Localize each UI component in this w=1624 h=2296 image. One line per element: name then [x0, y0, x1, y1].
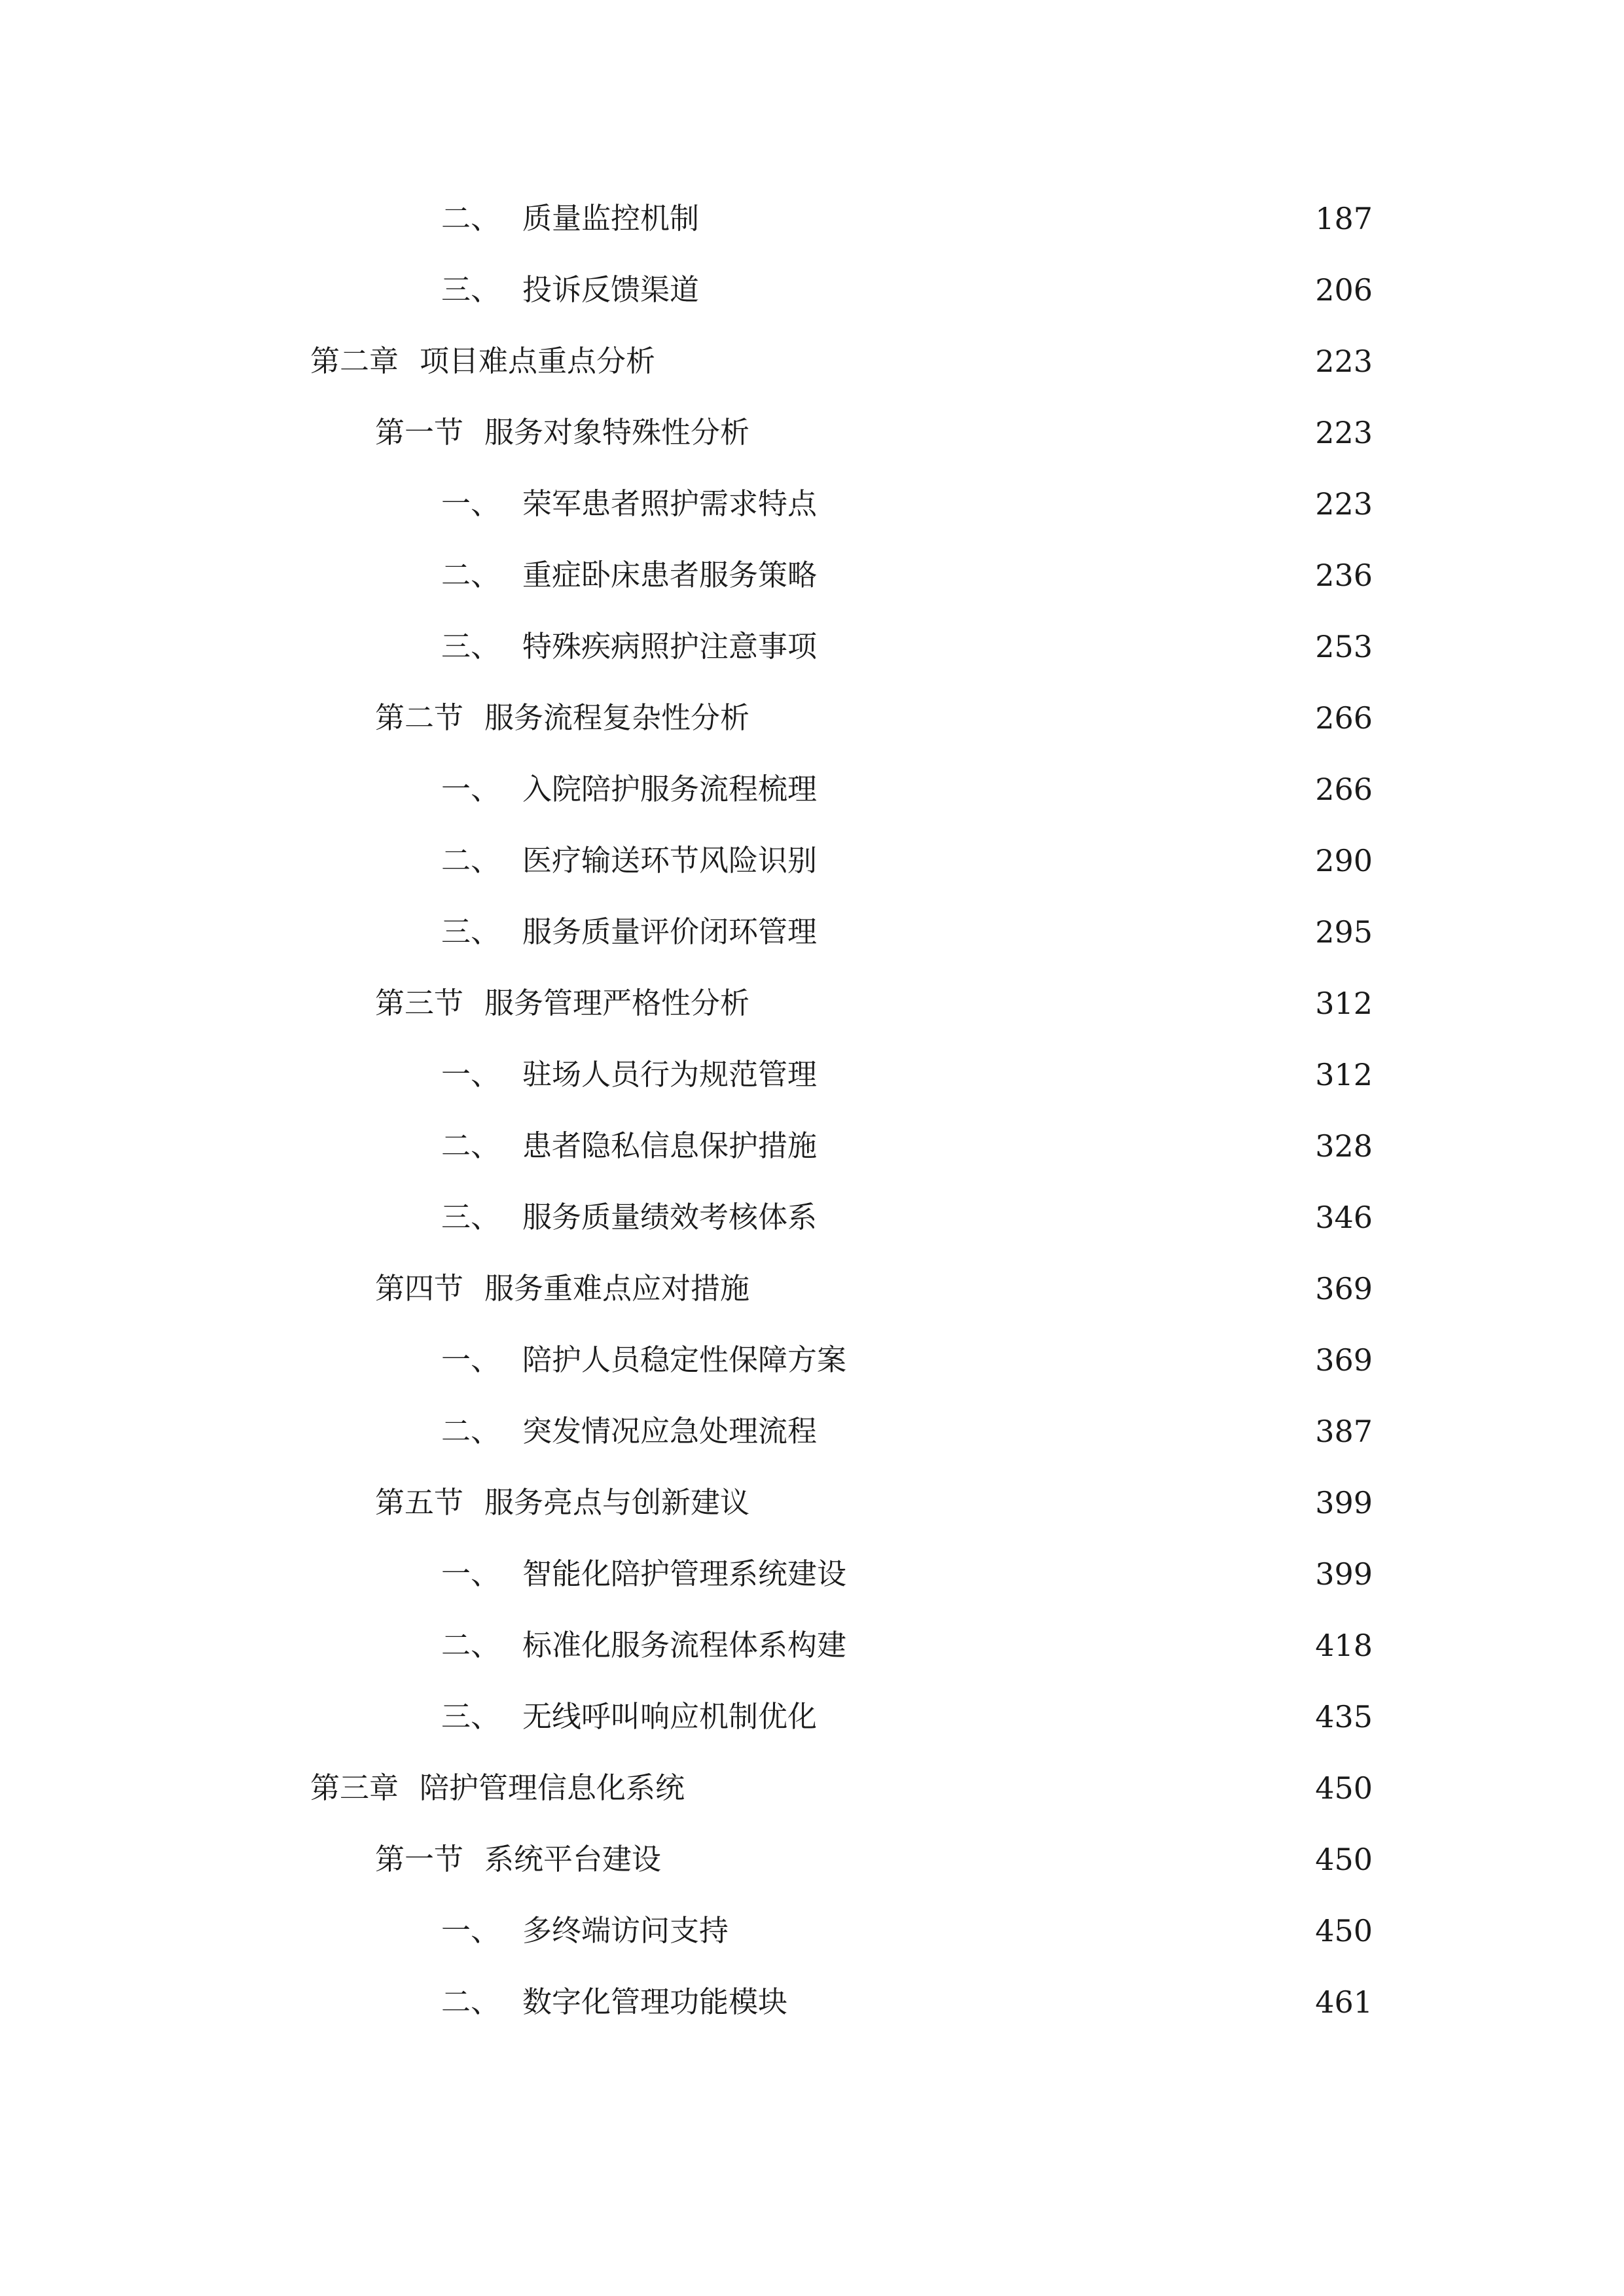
toc-entry — [441, 834, 1373, 887]
toc-entry — [441, 763, 1373, 816]
toc-entry — [441, 1691, 1373, 1743]
toc-entry-page: 369 — [1315, 1271, 1373, 1306]
toc-entry-title: 服务亮点与创新建议 — [484, 1485, 750, 1520]
toc-entry-title: 驻场人员行为规范管理 — [522, 1057, 818, 1092]
toc-entry-number: 第二节 — [375, 700, 464, 735]
toc-entry — [441, 906, 1373, 958]
toc-entry-page: 369 — [1315, 1342, 1373, 1378]
toc-entry-page: 418 — [1315, 1628, 1373, 1663]
toc-entry-page: 236 — [1315, 558, 1373, 593]
toc-entry-title: 服务重难点应对措施 — [484, 1271, 750, 1306]
dot-leader — [856, 1340, 1299, 1380]
toc-entry-number: 二、 — [441, 1628, 501, 1662]
dot-leader — [826, 1126, 1299, 1166]
toc-entry-title: 无线呼叫响应机制优化 — [522, 1699, 818, 1734]
toc-entry-title: 数字化管理功能模块 — [522, 1984, 788, 2019]
toc-entry-number: 三、 — [441, 1699, 501, 1734]
dot-leader — [826, 1055, 1299, 1094]
toc-entry — [441, 1191, 1373, 1244]
toc-entry-title: 重症卧床患者服务策略 — [522, 558, 818, 592]
toc-entry-page: 266 — [1315, 772, 1373, 807]
dot-leader — [826, 1697, 1299, 1736]
toc-entry-page: 223 — [1315, 344, 1373, 379]
toc-entry-number: 二、 — [441, 843, 501, 878]
toc-entry-number: 一、 — [441, 772, 501, 806]
toc-entry-page: 399 — [1315, 1556, 1373, 1592]
dot-leader — [759, 984, 1299, 1023]
toc-entry-number: 第一节 — [375, 415, 464, 450]
toc-entry — [441, 1619, 1373, 1672]
toc-entry-number: 二、 — [441, 558, 501, 592]
dot-leader — [826, 841, 1299, 880]
toc-entry-title: 荣军患者照护需求特点 — [522, 486, 818, 521]
toc-entry — [441, 478, 1373, 530]
toc-entry-page: 435 — [1315, 1699, 1373, 1734]
toc-entry-page: 223 — [1315, 415, 1373, 450]
toc-entry-title: 服务对象特殊性分析 — [484, 415, 750, 450]
toc-entry-number: 二、 — [441, 201, 501, 236]
toc-section-entry — [375, 1477, 1373, 1529]
toc-entry-page: 346 — [1315, 1200, 1373, 1235]
toc-entry-page: 450 — [1315, 1842, 1373, 1877]
dot-leader — [826, 912, 1299, 952]
toc-entry-page: 206 — [1315, 272, 1373, 308]
toc-entry-title: 多终端访问支持 — [522, 1913, 729, 1948]
toc-entry-page: 450 — [1315, 1913, 1373, 1948]
toc-entry-page: 312 — [1315, 1057, 1373, 1092]
toc-section-entry — [375, 406, 1373, 459]
toc-entry-title: 质量监控机制 — [522, 201, 700, 236]
toc-entry-title: 服务流程复杂性分析 — [484, 700, 750, 735]
toc-entry-number: 第三章 — [310, 1770, 399, 1805]
toc-entry-number: 一、 — [441, 1342, 501, 1377]
toc-entry-number: 三、 — [441, 1200, 501, 1234]
toc-entry-page: 387 — [1315, 1414, 1373, 1449]
toc-entry-title: 特殊疾病照护注意事项 — [522, 629, 818, 664]
toc-entry — [441, 1049, 1373, 1101]
dot-leader — [826, 556, 1299, 595]
toc-chapter-entry — [310, 1762, 1373, 1814]
toc-entry — [441, 1120, 1373, 1172]
toc-entry-page: 295 — [1315, 914, 1373, 950]
toc-entry-number: 第一节 — [375, 1842, 464, 1876]
dot-leader — [856, 1554, 1299, 1594]
toc-entry-number: 三、 — [441, 272, 501, 307]
toc-section-entry — [375, 1263, 1373, 1315]
toc-entry-title: 项目难点重点分析 — [420, 344, 656, 378]
toc-entry-title: 入院陪护服务流程梳理 — [522, 772, 818, 806]
toc-entry — [441, 620, 1373, 673]
toc-entry-title: 陪护管理信息化系统 — [420, 1770, 685, 1805]
dot-leader — [759, 1483, 1299, 1522]
toc-entry-number: 一、 — [441, 486, 501, 521]
toc-entry — [441, 1548, 1373, 1600]
toc-entry-page: 399 — [1315, 1485, 1373, 1520]
toc-entry-page: 450 — [1315, 1770, 1373, 1806]
toc-entry-page: 290 — [1315, 843, 1373, 878]
dot-leader — [664, 342, 1299, 381]
toc-entry-number: 一、 — [441, 1556, 501, 1591]
dot-leader — [694, 1768, 1299, 1808]
toc-entry-title: 智能化陪护管理系统建设 — [522, 1556, 847, 1591]
toc-entry-title: 服务管理严格性分析 — [484, 986, 750, 1020]
toc-entry-number: 二、 — [441, 1128, 501, 1163]
toc-entry — [441, 1976, 1373, 2028]
toc-entry-title: 突发情况应急处理流程 — [522, 1414, 818, 1448]
dot-leader — [670, 1840, 1299, 1879]
toc-entry-number: 二、 — [441, 1984, 501, 2019]
toc-entry — [441, 1334, 1373, 1386]
toc-entry-page: 223 — [1315, 486, 1373, 522]
toc-entry-number: 第三节 — [375, 986, 464, 1020]
toc-entry-page: 187 — [1315, 201, 1373, 236]
toc-entry-page: 461 — [1315, 1984, 1373, 2020]
toc-entry-number: 一、 — [441, 1913, 501, 1948]
toc-section-entry — [375, 692, 1373, 744]
dot-leader — [826, 1198, 1299, 1237]
toc-entry-title: 投诉反馈渠道 — [522, 272, 700, 307]
dot-leader — [708, 199, 1299, 238]
toc-entry-number: 第五节 — [375, 1485, 464, 1520]
toc-entry-title: 服务质量评价闭环管理 — [522, 914, 818, 949]
toc-entry — [441, 1905, 1373, 1957]
toc-entry-page: 253 — [1315, 629, 1373, 664]
toc-entry-number: 三、 — [441, 914, 501, 949]
toc-entry-title: 系统平台建设 — [484, 1842, 662, 1876]
dot-leader — [856, 1626, 1299, 1665]
dot-leader — [708, 270, 1299, 310]
toc-section-entry — [375, 1833, 1373, 1886]
toc-entry — [441, 1405, 1373, 1458]
toc-entry — [441, 549, 1373, 601]
toc-entry-number: 第二章 — [310, 344, 399, 378]
dot-leader — [797, 1982, 1299, 2022]
toc-entry-number: 一、 — [441, 1057, 501, 1092]
toc-entry-page: 328 — [1315, 1128, 1373, 1164]
dot-leader — [826, 1412, 1299, 1451]
toc-chapter-entry — [310, 335, 1373, 387]
dot-leader — [826, 627, 1299, 666]
toc-entry-page: 266 — [1315, 700, 1373, 736]
toc-entry — [441, 264, 1373, 316]
toc-entry-number: 二、 — [441, 1414, 501, 1448]
toc-entry-page: 312 — [1315, 986, 1373, 1021]
dot-leader — [759, 413, 1299, 452]
toc-entry-title: 标准化服务流程体系构建 — [522, 1628, 847, 1662]
toc-entry-number: 第四节 — [375, 1271, 464, 1306]
toc-entry-title: 医疗输送环节风险识别 — [522, 843, 818, 878]
toc-entry-title: 患者隐私信息保护措施 — [522, 1128, 818, 1163]
toc-entry-title: 服务质量绩效考核体系 — [522, 1200, 818, 1234]
dot-leader — [826, 484, 1299, 524]
toc-section-entry — [375, 977, 1373, 1030]
dot-leader — [759, 698, 1299, 738]
toc-entry-title: 陪护人员稳定性保障方案 — [522, 1342, 847, 1377]
dot-leader — [759, 1269, 1299, 1308]
dot-leader — [826, 770, 1299, 809]
dot-leader — [738, 1911, 1299, 1950]
toc-entry-number: 三、 — [441, 629, 501, 664]
toc-entry — [441, 192, 1373, 245]
